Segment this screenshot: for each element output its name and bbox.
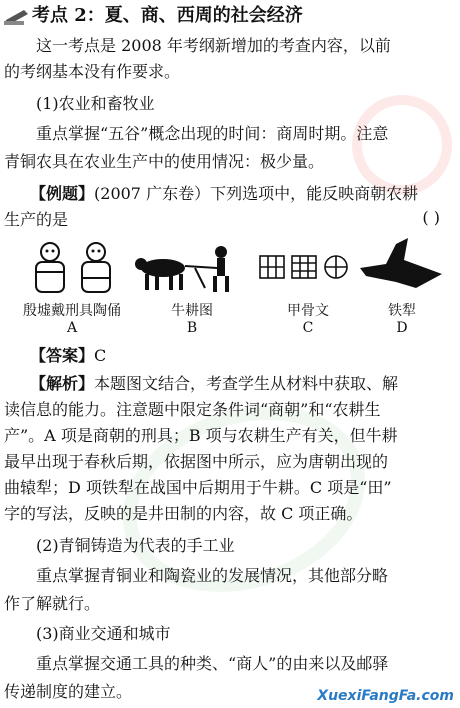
option-b-letter: B [186,320,198,336]
analysis-line-1 [30,372,398,396]
answer-value: C [94,346,107,365]
example-line-2: 生产的是 [4,210,69,229]
section1-line-2: 青铜农具在农业生产中的使用情况：极少量。 [4,152,325,171]
analysis-label: 【解析】 [30,374,95,393]
example-text: (2007 广东卷）下列选项中，能反映商朝农耕 [94,184,419,203]
options-figure-row [0,228,460,348]
answer-blank: ( ) [422,208,440,227]
option-d-letter: D [396,320,408,336]
answer-line [30,344,106,368]
example-label: 【例题】 [30,184,95,203]
option-a-caption: 殷墟戴刑具陶俑 [23,303,121,319]
section2-line-1: 重点掌握青铜业和陶瓷业的发展情况，其他部分略 [36,566,389,585]
ox-plowing-image [135,238,245,298]
section2-line-2: 作了解就行。 [4,594,101,613]
intro-line-2: 的考纲基本没有作要求。 [4,62,181,81]
section1-line-1: 重点掌握“五谷”概念出现的时间：商周时期。注意 [36,124,389,143]
section3-title: (3)商业交通和城市 [36,624,171,643]
analysis-line-6: 字的写法，反映的是井田制的内容，故 C 项正确。 [4,504,363,523]
iron-plow-image [356,234,446,296]
pottery-figures-image [22,238,132,298]
section1-title: (1)农业和畜牧业 [36,94,155,113]
option-a-letter: A [66,320,78,336]
analysis-line-5: 曲辕犁；D 项铁犁在战国中后期用于牛耕。C 项是“田” [4,478,392,497]
section-title: 考点 2：夏、商、西周的社会经济 [32,5,303,26]
section3-line-2: 传递制度的建立。 [4,682,133,701]
example-line-1 [30,182,418,206]
option-c-letter: C [302,320,314,336]
section2-title: (2)青铜铸造为代表的手工业 [36,536,235,555]
option-d-caption: 铁犁 [388,303,416,319]
watermark-brand: XuexiFangFa.com [317,688,454,704]
answer-label: 【答案】 [30,346,95,365]
pencil-book-icon [4,6,30,26]
analysis-text-1: 本题图文结合，考查学生从材料中获取、解 [94,374,399,393]
analysis-line-2: 读信息的能力。注意题中限定条件词“商朝”和“农耕生 [4,400,381,419]
option-b-caption: 牛耕图 [171,303,213,319]
intro-line-1: 这一考点是 2008 年考纲新增加的考查内容，以前 [36,36,391,55]
option-c-caption: 甲骨文 [287,303,329,319]
analysis-line-3: 产”。A 项是商朝的刑具；B 项与农耕生产有关，但牛耕 [4,426,398,445]
section3-line-1: 重点掌握交通工具的种类、“商人”的由来以及邮驿 [36,654,389,673]
oracle-bone-characters-image [258,252,358,282]
analysis-line-4: 最早出现于春秋后期，依据图中所示，应为唐朝出现的 [4,452,389,471]
